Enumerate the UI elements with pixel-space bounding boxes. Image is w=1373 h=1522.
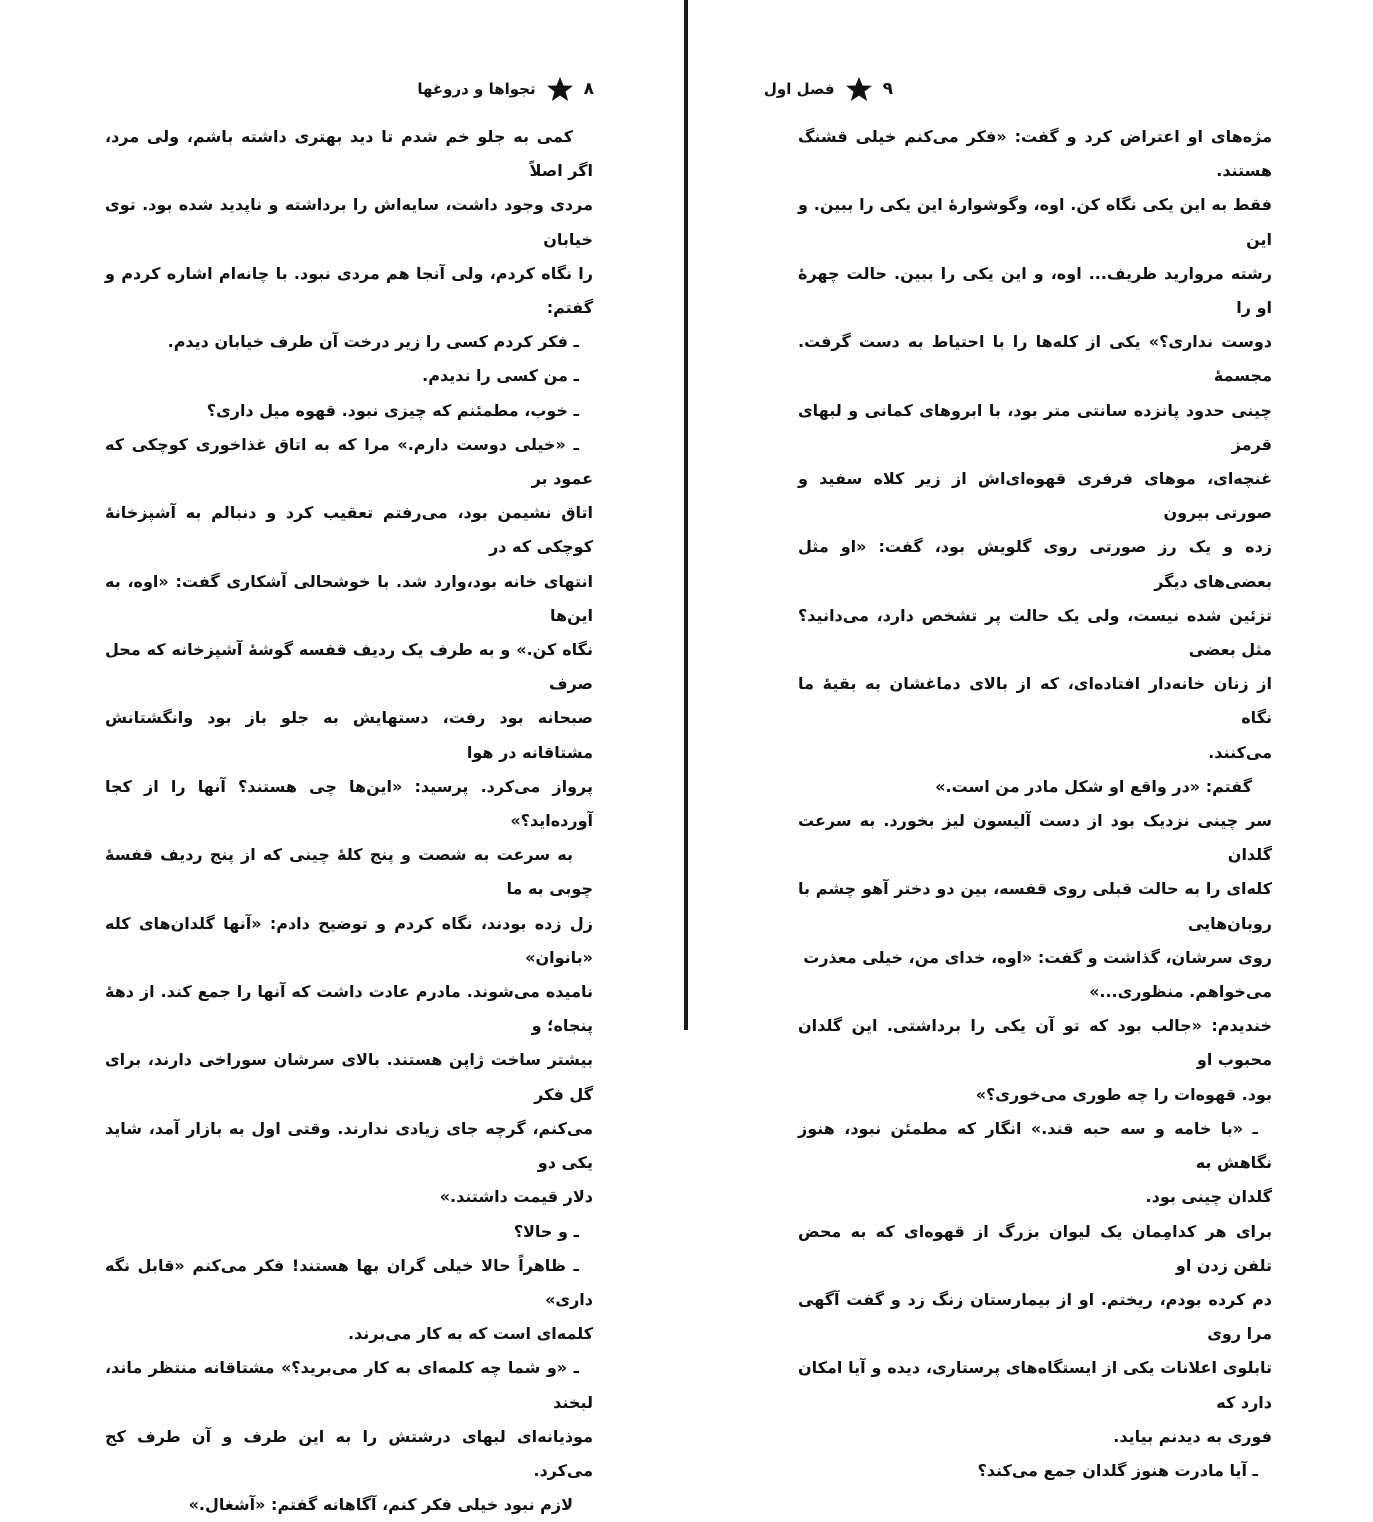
- left-page: [0, 0, 684, 1515]
- paragraph: کمی به جلو خم شدم تا دید بهتری داشته باشم، ولی مرد، اگر اصلاً مردی وجود داشت، سایه‌اش را برداشته و ناپدید شده بود. توی خیابان را نگاه کردم، ولی آنجا هم مردی نبود. با چانه‌ام اشاره کردم و گفتم:: [105, 127, 593, 318]
- paragraph: ـ آیا مادرت هنوز گلدان جمع می‌کند؟: [977, 1460, 1258, 1480]
- paragraph: ـ «و شما چه کلمه‌ای به کار می‌برید؟» مشتاقانه منتظر ماند، لبخند موذیانه‌ای لبهای درشتش را به این طرف و آن طرف کج می‌کرد.: [105, 1358, 593, 1480]
- right-page-header: [764, 72, 893, 106]
- paragraph: ـ و حالا؟: [513, 1221, 579, 1241]
- left-page-header: [417, 72, 594, 106]
- star-icon: [546, 76, 574, 102]
- left-running-title: تجواها و دروغها: [417, 80, 536, 98]
- left-page-number: ۸: [583, 79, 594, 99]
- paragraph: لازم نبود خیلی فکر کنم، آگاهانه گفتم: «آشغال.»: [188, 1495, 573, 1515]
- paragraph: ـ «خیلی دوست دارم.» مرا که به اتاق غذاخوری کوچکی که عمود بر اتاق نشیمن بود، می‌رفتم تعقیب کرد و دنبالم به آشپزخانهٔ کوچکی که در انتهای خانه بود،وارد شد. با خوشحالی آشکاری گفت: «اوه، به این‌ها نگاه کن.» و به طرف یک ردیف قفسه گوشهٔ آشپزخانه که محل صرف صبحانه بود رفت، دستهایش به جلو باز بود وانگشتانش مشتاقانه در هوا پرواز می‌کرد. پرسید: «این‌ها چی هستند؟ آنها را از کجا آورده‌اید؟»: [105, 434, 593, 831]
- paragraph: به سرعت به شصت و پنج کلهٔ چینی که از پنج ردیف قفسهٔ چوبی به ما زل زده بودند، نگاه کردم و توضیح دادم: «آنها گلدان‌های کله «بانوان» نامیده می‌شوند. مادرم عادت داشت که آنها را جمع کند. از دههٔ پنجاه؛ و بیشتر ساخت ژاپن هستند. بالای سرشان سوراخی دارند، برای گل فکر می‌کنم، گرچه جای زیادی ندارند. وقتی اول به بازار آمد، شاید یکی دو دلار قیمت داشتند.»: [105, 845, 593, 1207]
- paragraph: گفتم: «در واقع او شکل مادر من است.»: [935, 776, 1252, 796]
- paragraph: ـ خوب، مطمئنم که چیزی نبود. قهوه میل داری؟: [206, 400, 579, 420]
- star-icon: [845, 76, 873, 102]
- paragraph: ـ «با خامه و سه حبه قند.» انگار که مطمئن نبود، هنوز نگاهش به گلدان چینی بود.: [798, 1118, 1272, 1207]
- right-page-number: ۹: [882, 79, 893, 99]
- paragraph: ـ من کسی را ندیدم.: [422, 366, 579, 386]
- right-page: [690, 0, 1373, 1480]
- paragraph: ـ فکر کردم کسی را زیر درخت آن طرف خیابان دیدم.: [167, 332, 579, 352]
- paragraph: ـ ظاهراً حالا خیلی گران بها هستند! فکر می‌کنم «قابل نگه داری» کلمه‌ای است که به کار می‌برند.: [105, 1255, 593, 1344]
- right-page-body: [798, 120, 1272, 1488]
- paragraph: برای هر کدامِمان یک لیوان بزرگ از قهوه‌ای که به محض تلفن زدن او دم کرده بودم، ریختم. او از بیمارستان زنگ زد و گفت آگهی مرا روی تابلوی اعلانات یکی از ایستگاه‌های پرستاری، دیده و آیا امکان دارد که فوری به دیدنم بیاید.: [798, 1221, 1272, 1446]
- book-spine: [684, 0, 688, 1030]
- paragraph: خندیدم: «جالب بود که تو آن یکی را برداشتی. این گلدان محبوب او بود. قهوه‌ات را چه طوری می‌خوری؟»: [798, 1016, 1272, 1104]
- paragraph: مژه‌های او اعتراض کرد و گفت: «فکر می‌کنم خیلی قشنگ هستند. فقط به این یکی نگاه کن. اوه، وگوشوارهٔ این یکی را ببین. و این رشته مروارید ظریف... اوه، و این یکی را ببین. حالت چهرهٔ او را دوست نداری؟» یکی از کله‌ها را با احتیاط به دست گرفت. مجسمهٔ چینی حدود پانزده سانتی متر بود، با ابروهای کمانی و لبهای قرمز غنچه‌ای، موهای فرفری قهوه‌ای‌اش از زیر کلاه سفید و صورتی بیرون زده و یک رز صورتی روی گلویش بود، گفت: «او مثل بعضی‌های دیگر تزئین شده نیست، ولی یک حالت پر تشخص دارد، می‌دانید؟ مثل بعضی از زنان خانه‌دار افتاده‌ای، که از بالای دماغشان به بقیهٔ ما نگاه می‌کنند.: [798, 127, 1272, 762]
- paragraph: سر چینی نزدیک بود از دست آلیسون لیز بخورد. به سرعت گلدان کله‌ای را به حالت قبلی روی قفسه، بین دو دختر آهو چشم با روبان‌هایی روی سرشان، گذاشت و گفت: «اوه، خدای من، خیلی معذرت می‌خواهم. منظوری...»: [798, 811, 1272, 1002]
- left-page-body: [105, 120, 593, 1522]
- right-running-title: فصل اول: [763, 80, 835, 98]
